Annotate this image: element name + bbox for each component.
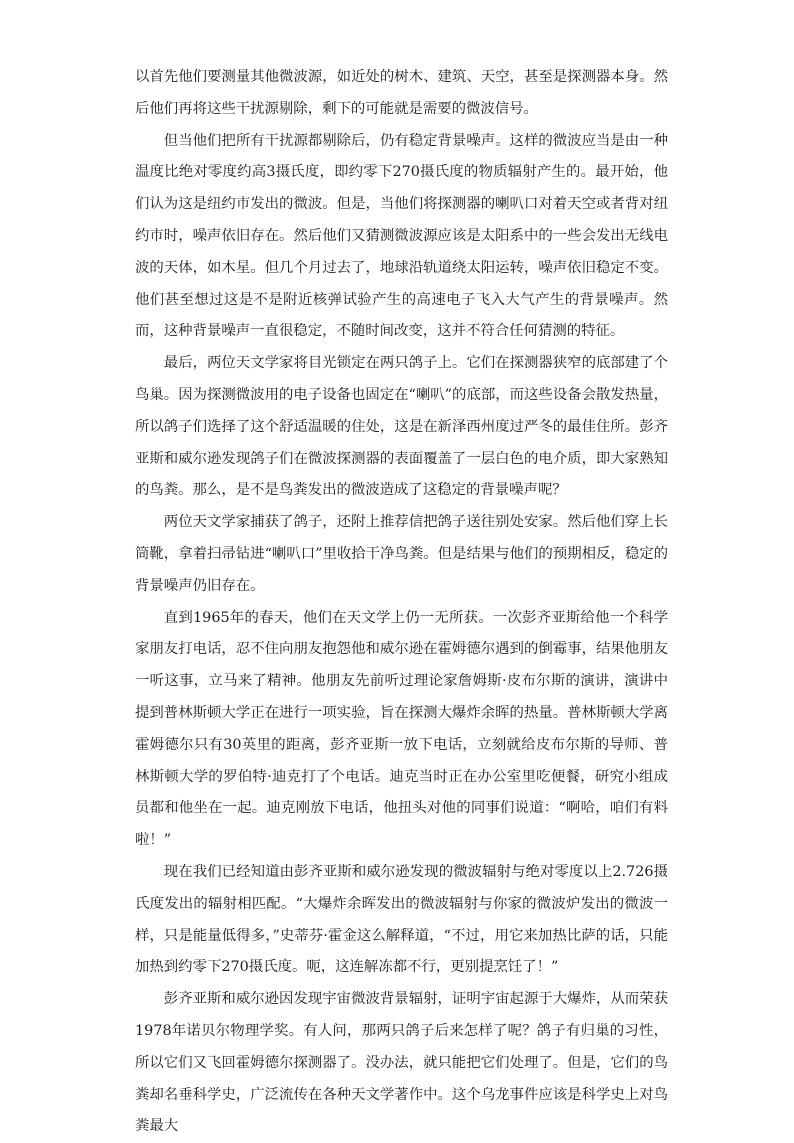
paragraph-1: 以首先他们要测量其他微波源，如近处的树木、建筑、天空，甚至是探测器本身。然后他们再将这些干扰源剔除，剩下的可能就是需要的微波信号。 [135, 69, 668, 117]
document-body [135, 62, 668, 1143]
paragraph-5: 直到1965年的春天，他们在天文学上仍一无所获。一次彭齐亚斯给他一个科学家朋友打电话，忍不住向朋友抱怨他和威尔逊在霍姆德尔遇到的倒霉事，结果他朋友一听这事，立马来了精神。他朋友先前听过理论家詹姆斯·皮布尔斯的演讲，演讲中提到普林斯顿大学正在进行一项实验，旨在探测大爆炸余晖的热量。普林斯顿大学离霍姆德尔只有30英里的距离，彭齐亚斯一放下电话，立刻就给皮布尔斯的导师、普林斯顿大学的罗伯特·迪克打了个电话。迪克当时正在办公室里吃便餐，研究小组成员都和他坐在一起。迪克刚放下电话，他扭头对他的同事们说道：“啊哈，咱们有料啦！” [135, 609, 668, 849]
paragraph-4: 两位天文学家捕获了鸽子，还附上推荐信把鸽子送往别处安家。然后他们穿上长筒靴，拿着扫帚钻进“喇叭口”里收拾干净鸟粪。但是结果与他们的预期相反，稳定的背景噪声仍旧存在。 [135, 514, 668, 594]
paragraph-7: 彭齐亚斯和威尔逊因发现宇宙微波背景辐射，证明宇宙起源于大爆炸，从而荣获1978年诺贝尔物理学奖。有人问，那两只鸽子后来怎样了呢？鸽子有归巢的习性，所以它们又飞回霍姆德尔探测器了。没办法，就只能把它们处理了。但是，它们的鸟粪却名垂科学史，广泛流传在各种天文学著作中。这个乌龙事件应该是科学史上对鸟粪最大 [135, 991, 668, 1135]
paragraph-2: 但当他们把所有干扰源都剔除后，仍有稳定背景噪声。这样的微波应当是由一种温度比绝对零度约高3摄氏度，即约零下270摄氏度的物质辐射产生的。最开始，他们认为这是纽约市发出的微波。但是，当他们将探测器的喇叭口对着天空或者背对纽约市时，噪声依旧存在。然后他们又猜测微波源应该是太阳系中的一些会发出无线电波的天体，如木星。但几个月过去了，地球沿轨道绕太阳运转，噪声依旧稳定不变。他们甚至想过这是不是附近核弹试验产生的高速电子飞入大气产生的背景噪声。然而，这种背景噪声一直很稳定，不随时间改变，这并不符合任何猜测的特征。 [135, 132, 668, 340]
paragraph-6: 现在我们已经知道由彭齐亚斯和威尔逊发现的微波辐射与绝对零度以上2.726摄氏度发出的辐射相匹配。“大爆炸余晖发出的微波辐射与你家的微波炉发出的微波一样，只是能量低得多，”史蒂芬·霍金这么解释道，“不过，用它来加热比萨的话，只能加热到约零下270摄氏度。呃，这连解冻都不行，更别提烹饪了！” [135, 863, 668, 976]
paragraph-3: 最后，两位天文学家将目光锁定在两只鸽子上。它们在探测器狭窄的底部建了个鸟巢。因为探测微波用的电子设备也固定在“喇叭”的底部，而这些设备会散发热量，所以鸽子们选择了这个舒适温暖的住处，这是在新泽西州度过严冬的最佳住所。彭齐亚斯和威尔逊发现鸽子们在微波探测器的表面覆盖了一层白色的电介质，即大家熟知的鸟粪。那么，是不是鸟粪发出的微波造成了这稳定的背景噪声呢？ [135, 355, 668, 499]
